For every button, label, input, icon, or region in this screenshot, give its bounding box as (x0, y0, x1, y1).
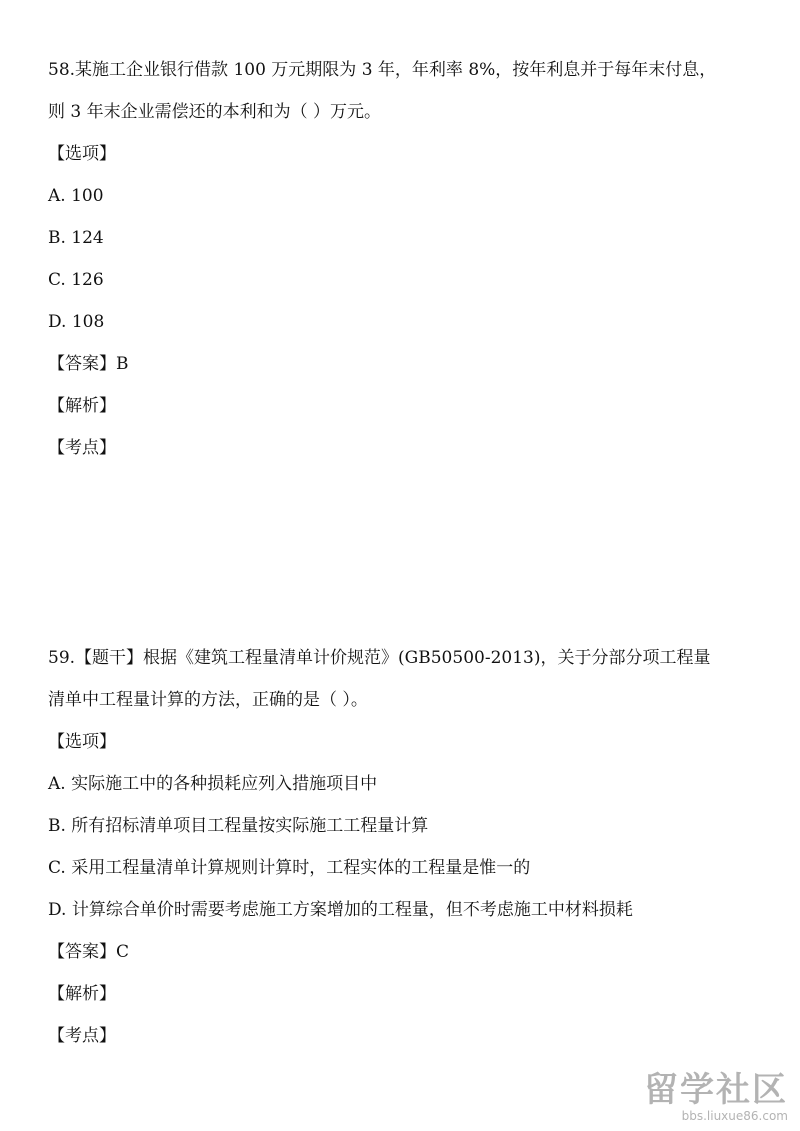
q59-answer: 【答案】C (48, 942, 130, 962)
q58-answer: 【答案】B (48, 354, 129, 374)
q58-option-d: D. 108 (48, 312, 105, 332)
q59-option-b: B. 所有招标清单项目工程量按实际施工工程量计算 (48, 816, 429, 836)
watermark-url: bbs.liuxue86.com (681, 1109, 788, 1123)
q59-option-c: C. 采用工程量清单计算规则计算时，工程实体的工程量是惟一的 (48, 858, 531, 878)
q59-options-header: 【选项】 (48, 732, 116, 752)
q59-option-a: A. 实际施工中的各种损耗应列入措施项目中 (48, 774, 378, 794)
q58-stem-line2: 则 3 年末企业需偿还的本利和为（ ）万元。 (48, 102, 382, 122)
site-watermark (644, 1071, 788, 1123)
watermark-brand: 留学社区 (644, 1070, 788, 1110)
q58-point: 【考点】 (48, 438, 116, 458)
q59-stem-line2: 清单中工程量计算的方法，正确的是（ ）。 (48, 690, 368, 710)
q58-option-b: B. 124 (48, 228, 104, 248)
q58-stem-line1: 58.某施工企业银行借款 100 万元期限为 3 年，年利率 8%，按年利息并于每年末付息， (48, 60, 717, 80)
q59-stem-line1: 59.【题干】根据《建筑工程量清单计价规范》(GB50500-2013)，关于分部分项工程量 (48, 648, 711, 668)
q58-option-c: C. 126 (48, 270, 104, 290)
q58-option-a: A. 100 (48, 186, 104, 206)
q59-point: 【考点】 (48, 1026, 116, 1046)
q58-analysis: 【解析】 (48, 396, 116, 416)
q59-option-d: D. 计算综合单价时需要考虑施工方案增加的工程量，但不考虑施工中材料损耗 (48, 900, 633, 920)
q59-analysis: 【解析】 (48, 984, 116, 1004)
q58-options-header: 【选项】 (48, 144, 116, 164)
